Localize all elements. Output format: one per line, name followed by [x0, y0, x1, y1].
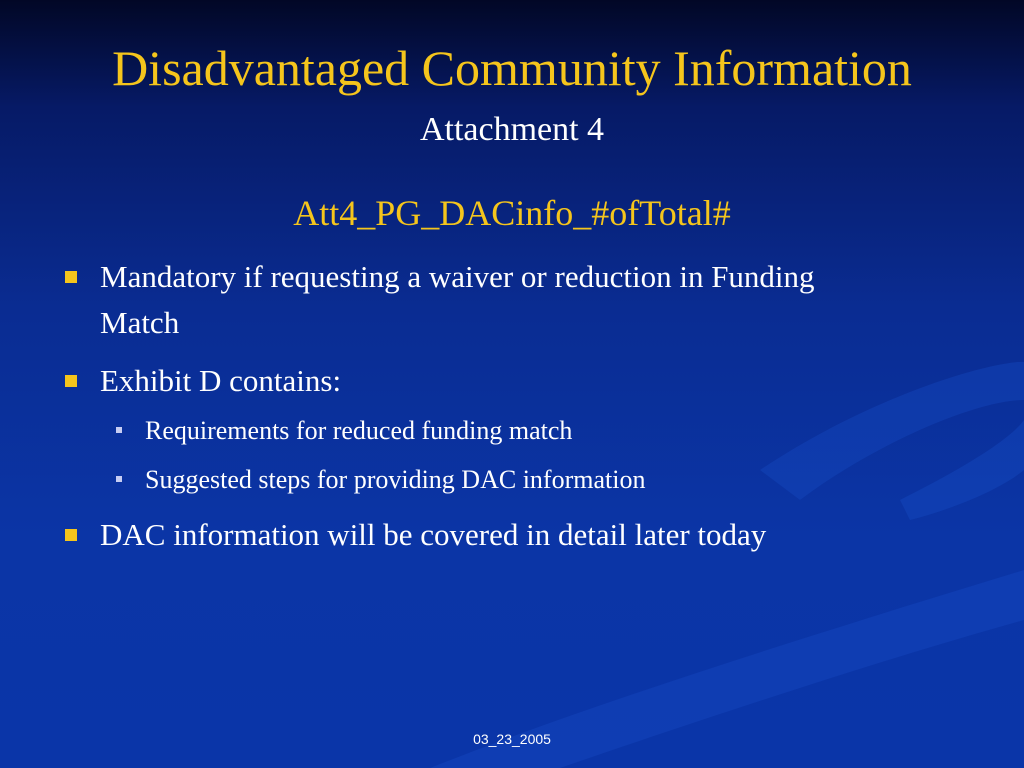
- bullet-text: DAC information will be covered in detail later today: [100, 517, 767, 552]
- bullet-text: Mandatory if requesting a waiver or reduction in Funding Match: [100, 259, 815, 340]
- small-square-bullet-icon: [116, 427, 122, 433]
- square-bullet-icon: [65, 375, 77, 387]
- small-square-bullet-icon: [116, 476, 122, 482]
- bullet-item: [100, 358, 900, 404]
- sub-bullet-text: Suggested steps for providing DAC information: [145, 465, 646, 494]
- slide-subtitle: Attachment 4: [419, 111, 605, 148]
- bullet-item: [100, 254, 900, 346]
- bullet-item: [100, 512, 900, 558]
- footer-date: 03_23_2005: [473, 731, 551, 747]
- slide-title: Disadvantaged Community Information: [112, 40, 912, 96]
- attachment-code: Att4_PG_DACinfo_#ofTotal#: [293, 193, 731, 233]
- square-bullet-icon: [65, 529, 77, 541]
- sub-bullet-item: [145, 413, 905, 449]
- bullet-text: Exhibit D contains:: [100, 363, 342, 398]
- sub-bullet-item: [145, 462, 905, 498]
- sub-bullet-text: Requirements for reduced funding match: [145, 416, 573, 445]
- square-bullet-icon: [65, 271, 77, 283]
